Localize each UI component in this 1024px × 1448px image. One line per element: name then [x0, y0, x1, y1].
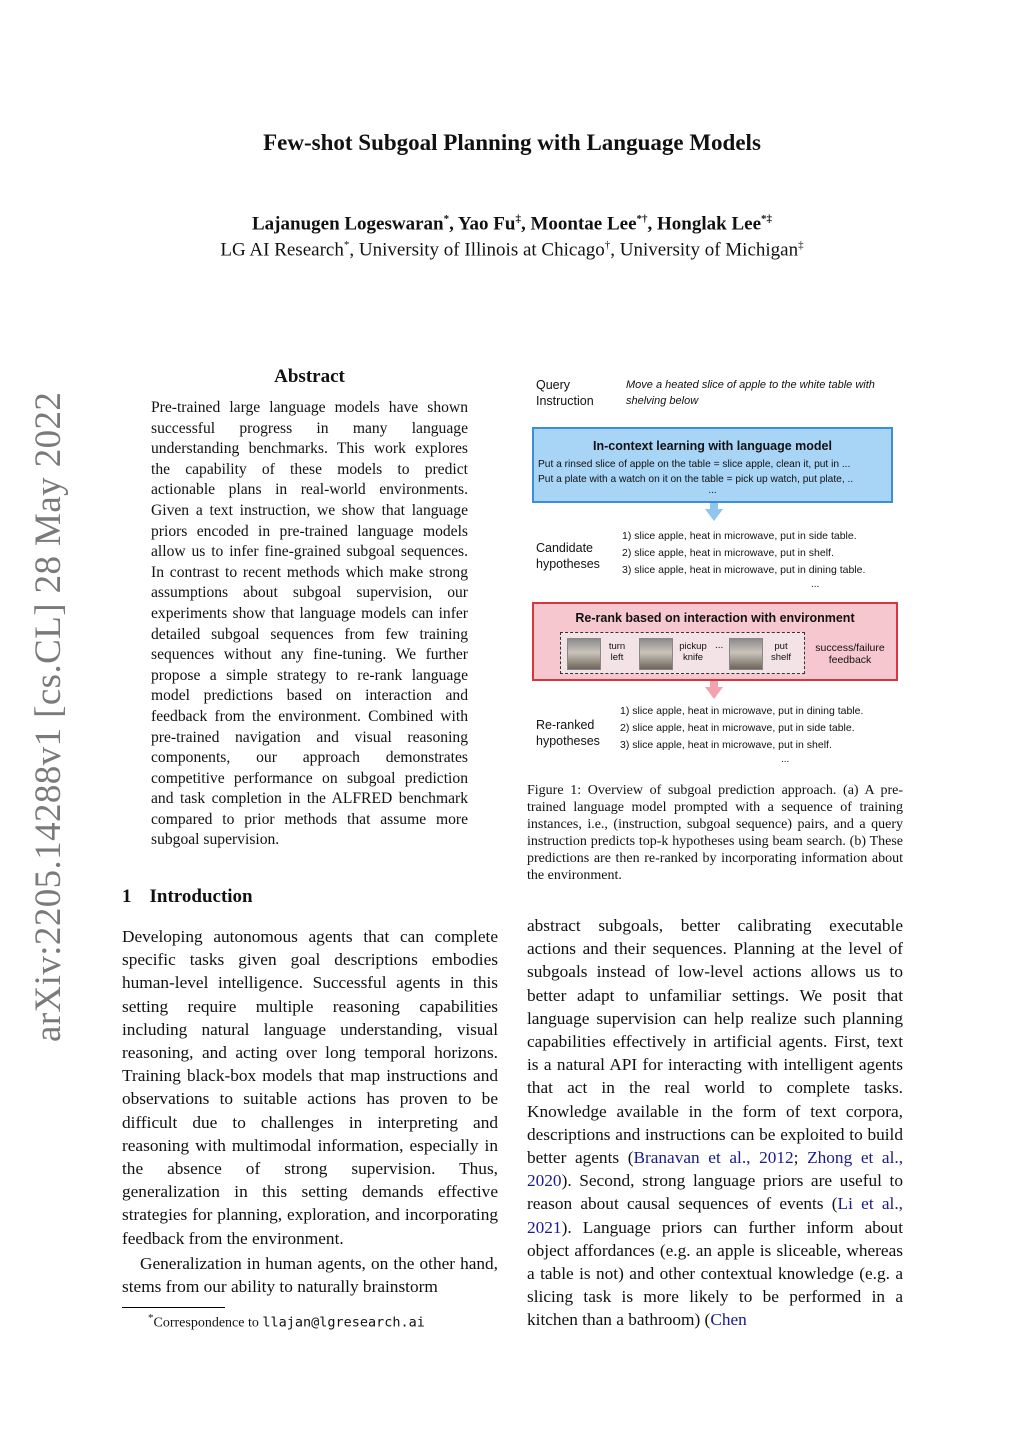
author-mark: * — [443, 213, 450, 225]
candidate-ellipsis: ... — [811, 579, 820, 590]
citation-link[interactable]: Zhong et al., 2020 — [527, 1148, 904, 1191]
frames-ellipsis: ... — [715, 640, 724, 651]
frame-caption — [601, 641, 633, 663]
author-mark: *‡ — [761, 213, 772, 225]
reranked-item: 2) slice apple, heat in microwave, put in side table. — [620, 722, 855, 734]
citation-link[interactable]: Branavan et al., 2012 — [633, 1148, 794, 1168]
icl-example: Put a rinsed slice of apple on the table = slice apple, clean it, put in ... — [538, 459, 851, 470]
citation-link[interactable]: Chen — [710, 1310, 747, 1330]
frame-caption-line: shelf — [770, 652, 792, 663]
frame-image — [729, 638, 763, 670]
frame-image — [639, 638, 673, 670]
reranked-ellipsis: ... — [781, 754, 790, 765]
candidate-label — [536, 540, 611, 572]
reranked-item: 3) slice apple, heat in microwave, put in shelf. — [620, 739, 832, 751]
section-heading — [122, 886, 253, 908]
candidate-label-text: Candidate hypotheses — [536, 541, 600, 571]
rerank-title: Re-rank based on interaction with environment — [575, 611, 855, 625]
frame-caption-line: turn — [608, 641, 626, 652]
frame-caption — [673, 641, 713, 663]
reranked-list — [620, 703, 863, 754]
interaction-frames — [560, 632, 805, 674]
section-title: Introduction — [149, 886, 253, 907]
affiliation: University of Illinois at Chicago — [358, 239, 605, 261]
arxiv-stamp: arXiv:2205.14288v1 [cs.CL] 28 May 2022 — [28, 391, 69, 1042]
query-label — [536, 377, 606, 409]
candidate-item: 3) slice apple, heat in microwave, put in dining table. — [622, 564, 866, 576]
affiliation-list: LG AI Research*, University of Illinois at Chicago†, University of Michigan‡ — [220, 239, 804, 261]
figure-caption: Figure 1: Overview of subgoal prediction approach. (a) A pre-trained language model prompted with a sequence of training instances, i.e., (instruction, subgoal sequence) pairs, and a query instruction predicts top-k hypotheses using beam search. (b) These predictions are then re-ranked by incorporating information about the environment. — [527, 783, 903, 883]
affiliation: LG AI Research — [220, 239, 344, 261]
feedback-label: success/failure feedback — [815, 642, 885, 666]
affiliation-mark: * — [343, 239, 350, 251]
intro-paragraph-right — [527, 914, 903, 1332]
affiliation-mark: † — [604, 239, 611, 251]
candidate-item: 2) slice apple, heat in microwave, put in shelf. — [622, 547, 834, 559]
query-label-text: Query Instruction — [536, 378, 594, 408]
footnote-mark: * — [148, 1312, 154, 1324]
frame-caption-line: put — [774, 641, 788, 652]
section-number: 1 — [122, 886, 132, 907]
author-name: Yao Fu — [457, 213, 516, 235]
footnote-email[interactable]: llajan@lgresearch.ai — [262, 1314, 425, 1331]
author-mark: *† — [636, 213, 648, 225]
author-name: Moontae Lee — [530, 213, 637, 235]
query-text: Move a heated slice of apple to the white table with shelving below — [626, 379, 875, 407]
frame-caption-line: left — [610, 652, 624, 663]
footnote-rule — [122, 1307, 225, 1308]
citation-link[interactable]: Li et al., 2021 — [527, 1194, 903, 1237]
icl-ellipsis: ... — [708, 485, 717, 496]
body-text: ). Second, strong language priors are useful to reason about causal sequences of events ( — [527, 1171, 903, 1214]
intro-paragraph: Developing autonomous agents that can complete specific tasks given goal descriptions embodies human-level intelligence. Successful agents in this setting require multiple reasoning capabilities including natural language understanding, visual reasoning, and acting over long temporal horizons. Training black-box models that map instructions and observations to suitable actions has proven to be difficult due to challenges in interpreting and reasoning with multimodal information, especially in the absence of strong supervision. Thus, generalization in this setting demands effective strategies for planning, exploration, and incorporating feedback from the environment. — [122, 927, 498, 1248]
rerank-box — [532, 602, 898, 681]
paper-title: Few-shot Subgoal Planning with Language Models — [263, 130, 761, 155]
author-name: Honglak Lee — [657, 213, 761, 235]
author-mark: ‡ — [515, 213, 521, 225]
down-arrow-icon — [705, 687, 723, 699]
frame-caption-line: knife — [682, 652, 704, 663]
abstract-heading: Abstract — [274, 366, 345, 387]
author-name: Lajanugen Logeswaran — [252, 213, 444, 235]
body-text: abstract subgoals, better calibrating executable actions and their sequences. Planning at the level of subgoals instead of low-level actions allows us to better adapt to unfamiliar settings. We posit that language supervision can help realize such planning capabilities effectively in artificial agents. First, text is a natural API for interacting with intelligent agents that act in the real world to complete tasks. Knowledge available in the form of text corpora, descriptions and instructions can be exploited to build better agents ( — [527, 916, 903, 1168]
icl-title: In-context learning with language model — [593, 439, 832, 453]
author-list: Lajanugen Logeswaran*, Yao Fu‡, Moontae Lee*†, Honglak Lee*‡ — [252, 213, 772, 235]
icl-example: Put a plate with a watch on it on the table = pick up watch, put plate, .. — [538, 474, 854, 485]
figure-1 — [527, 372, 912, 772]
footnote — [148, 1312, 425, 1332]
down-arrow-icon — [705, 509, 723, 521]
body-text: ; — [793, 1148, 808, 1168]
frame-caption — [765, 641, 797, 663]
reranked-item: 1) slice apple, heat in microwave, put in dining table. — [620, 705, 864, 717]
frame-image — [567, 638, 601, 670]
abstract-body: Pre-trained large language models have shown successful progress in many language understanding benchmarks. This work explores the capability of these models to predict actionable plans in real-world environments. Given a text instruction, we show that language priors encoded in pre-trained language models allow us to infer fine-grained subgoal sequences. In contrast to recent methods which make strong assumptions about subgoal supervision, our experiments show that language models can infer detailed subgoal sequences from few training sequences without any fine-tuning. We further propose a simple strategy to re-rank language model predictions based on interaction and feedback from the environment. Combined with pre-trained navigation and visual reasoning components, our approach demonstrates competitive performance on subgoal prediction and task completion in the ALFRED benchmark compared to prior methods that assume more subgoal supervision. — [151, 399, 468, 849]
candidate-list — [622, 528, 865, 579]
footnote-text: Correspondence to — [153, 1315, 263, 1331]
icl-box — [532, 427, 893, 503]
affiliation: University of Michigan — [619, 239, 799, 261]
body-text: ). Language priors can further inform about object affordances (e.g. an apple is sliceable, whereas a table is not) and other contextual knowledge (e.g. a slicing task is more likely to be performed in a kitchen than a bathroom) ( — [527, 1217, 903, 1330]
reranked-label — [536, 717, 611, 749]
reranked-label-text: Re-ranked hypotheses — [536, 718, 600, 748]
affiliation-mark: ‡ — [798, 239, 804, 251]
intro-paragraph: Generalization in human agents, on the other hand, stems from our ability to naturally brainstorm — [122, 1254, 498, 1297]
frame-caption-line: pickup — [679, 641, 707, 652]
candidate-item: 1) slice apple, heat in microwave, put in side table. — [622, 530, 857, 542]
